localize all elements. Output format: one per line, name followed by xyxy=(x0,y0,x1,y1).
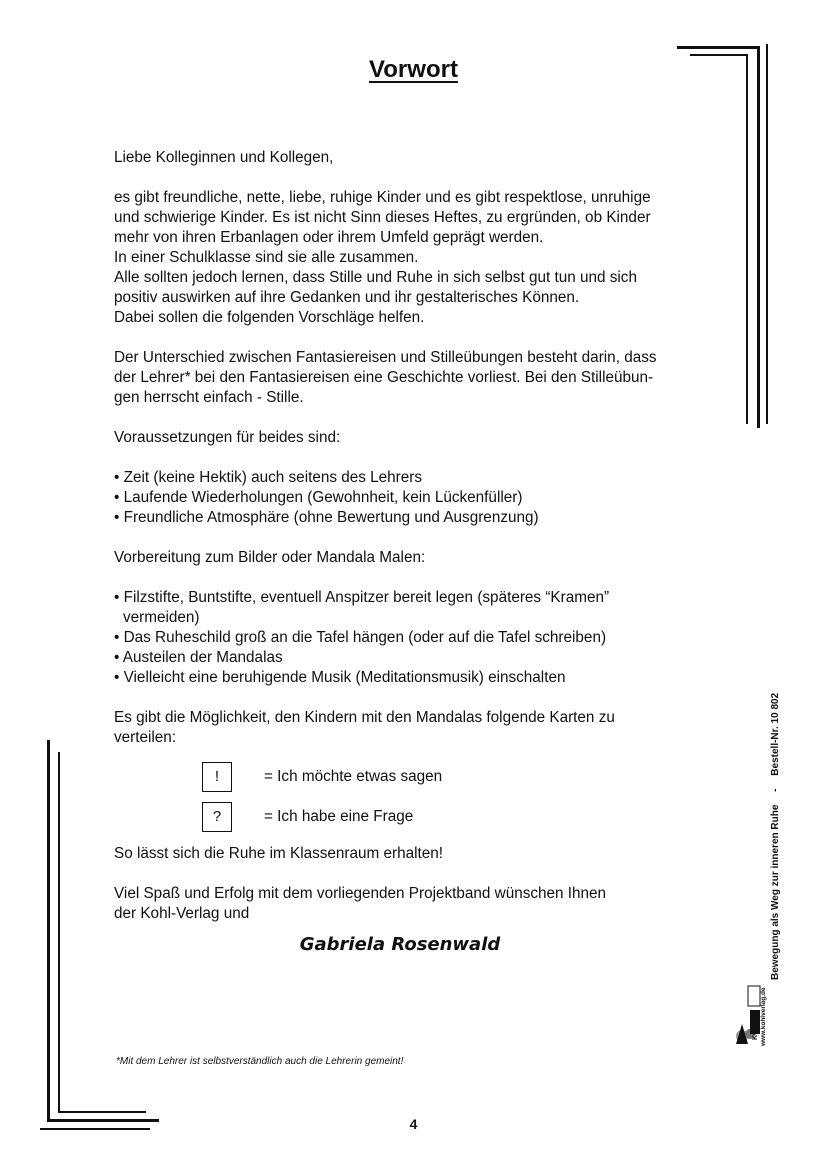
intro-line: mehr von ihren Erbanlagen oder ihrem Umfeld geprägt werden. xyxy=(114,229,544,246)
exclamation-card: ! xyxy=(202,762,232,792)
question-card: ? xyxy=(202,802,232,832)
publisher-logo-text: KOHL xyxy=(752,1020,759,1040)
cards-intro-line: Es gibt die Möglichkeit, den Kindern mit den Mandalas folgende Karten zu xyxy=(114,709,615,726)
prep-item: • Austeilen der Mandalas xyxy=(114,649,283,666)
page-number: 4 xyxy=(409,1116,418,1132)
card-meaning: = Ich möchte etwas sagen xyxy=(264,768,443,785)
closing-line: Viel Spaß und Erfolg mit dem vorliegenden Projektband wünschen Ihnen xyxy=(114,885,607,902)
intro-line: In einer Schulklasse sind sie alle zusammen. xyxy=(114,249,419,266)
cards-intro-line: verteilen: xyxy=(114,729,177,746)
card-legend xyxy=(114,762,724,832)
document-body xyxy=(114,148,724,924)
frame-line xyxy=(690,54,748,56)
prereq-item: • Zeit (keine Hektik) auch seitens des Lehrers xyxy=(114,469,423,486)
intro-line: und schwierige Kinder. Es ist nicht Sinn dieses Heftes, zu ergründen, ob Kinder xyxy=(114,209,651,226)
difference-line: der Lehrer* bei den Fantasiereisen eine Geschichte vorliest. Bei den Stilleübun- xyxy=(114,369,654,386)
prereq-item: • Freundliche Atmosphäre (ohne Bewertung und Ausgrenzung) xyxy=(114,509,539,526)
intro-line: es gibt freundliche, nette, liebe, ruhige Kinder und es gibt respektlose, unruhige xyxy=(114,189,651,206)
intro-line: positiv auswirken auf ihre Gedanken und ihr gestalterisches Können. xyxy=(114,289,580,306)
frame-line xyxy=(47,1119,159,1122)
frame-line xyxy=(766,44,768,424)
difference-line: gen herrscht einfach - Stille. xyxy=(114,389,304,406)
greeting: Liebe Kolleginnen und Kollegen, xyxy=(114,149,334,166)
side-separator: - xyxy=(770,788,781,792)
footnote: *Mit dem Lehrer ist selbstverständlich auch die Lehrerin gemeint! xyxy=(116,1056,404,1067)
intro-line: Alle sollten jedoch lernen, dass Stille und Ruhe in sich selbst gut tun und sich xyxy=(114,269,637,286)
closing-line: der Kohl-Verlag und xyxy=(114,905,250,922)
side-title: Bewegung als Weg zur inneren Ruhe xyxy=(770,804,781,980)
publisher-url: www.kohlverlag.de xyxy=(760,987,767,1046)
prereq-item: • Laufende Wiederholungen (Gewohnheit, kein Lückenfüller) xyxy=(114,489,523,506)
frame-line xyxy=(40,1128,150,1130)
frame-line xyxy=(58,752,60,1112)
page-title: Vorwort xyxy=(369,56,458,83)
frame-line xyxy=(47,740,50,1122)
frame-line xyxy=(757,46,760,428)
frame-line xyxy=(677,46,759,49)
frame-line xyxy=(58,1111,146,1113)
difference-line: Der Unterschied zwischen Fantasiereisen und Stilleübungen besteht darin, dass xyxy=(114,349,657,366)
prep-heading: Vorbereitung zum Bilder oder Mandala Malen: xyxy=(114,549,426,566)
side-book-info xyxy=(770,660,784,980)
card-meaning: = Ich habe eine Frage xyxy=(264,808,414,825)
prereq-heading: Voraussetzungen für beides sind: xyxy=(114,429,341,446)
author-signature: Gabriela Rosenwald xyxy=(299,934,501,955)
calm-line: So lässt sich die Ruhe im Klassenraum erhalten! xyxy=(114,845,444,862)
frame-line xyxy=(746,54,748,424)
prep-item: • Filzstifte, Buntstifte, eventuell Anspitzer bereit legen (späteres “Kramen” xyxy=(114,589,610,606)
prep-item: • Vielleicht eine beruhigende Musik (Meditationsmusik) einschalten xyxy=(114,669,566,686)
intro-line: Dabei sollen die folgenden Vorschläge helfen. xyxy=(114,309,425,326)
prep-item: • Das Ruheschild groß an die Tafel hängen (oder auf die Tafel schreiben) xyxy=(114,629,607,646)
side-order-number: Bestell-Nr. 10 802 xyxy=(770,692,781,776)
prep-item-continued: vermeiden) xyxy=(123,609,200,626)
